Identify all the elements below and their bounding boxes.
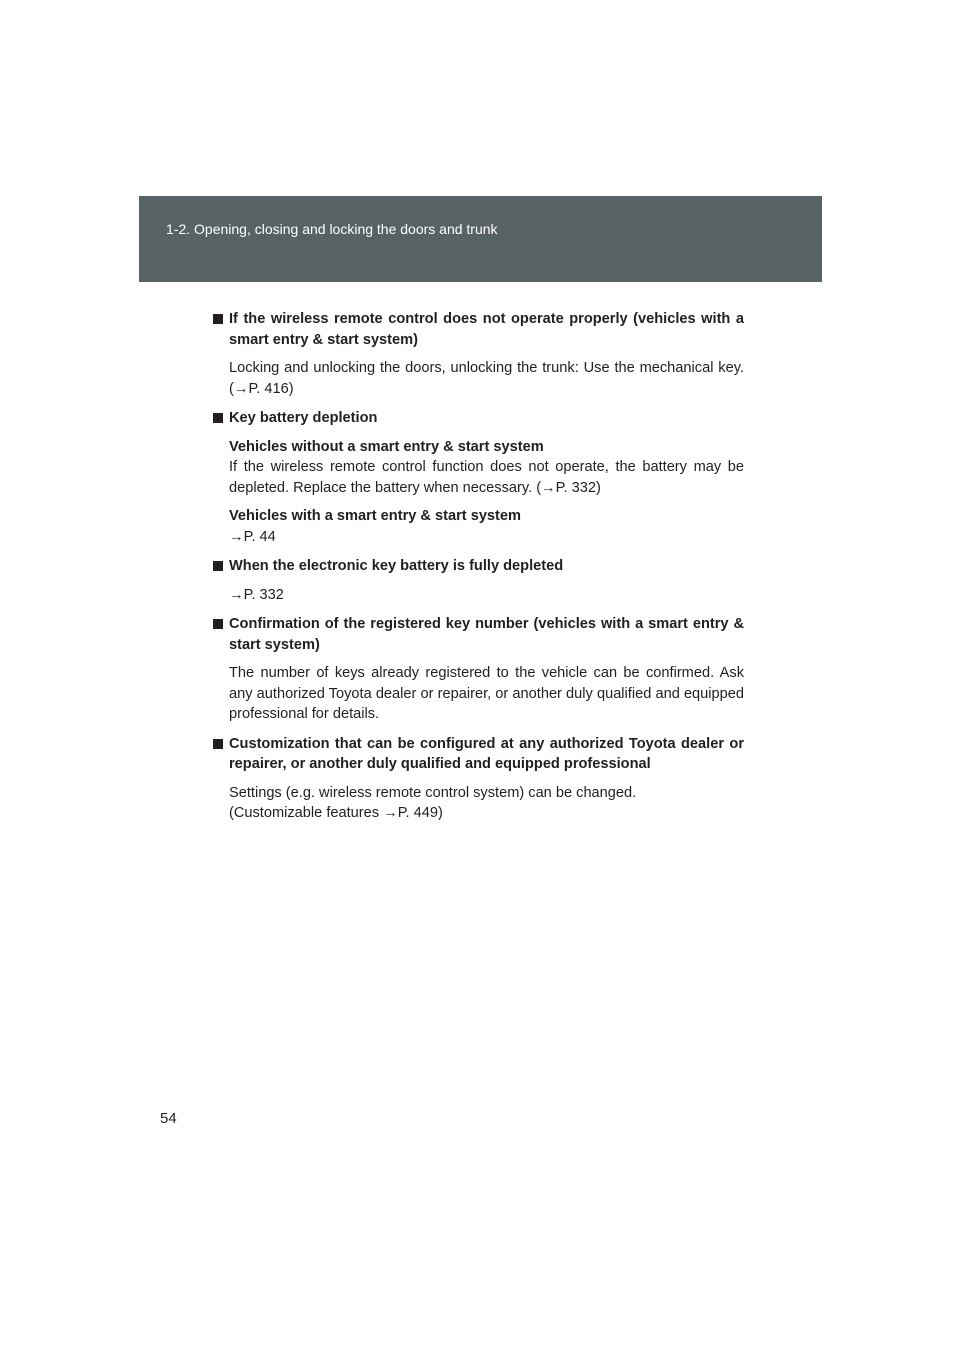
subheading-with-smart-entry: Vehicles with a smart entry & start system: [229, 508, 522, 524]
body-without-smart-entry: If the wireless remote control function does not operate, the battery may be depleted. Replace the battery when necessary. (→P. 332): [229, 459, 744, 496]
section-heading: Confirmation of the registered key number (vehicles with a smart entry & start system): [213, 614, 744, 655]
section-body: [213, 783, 744, 824]
section-body: The number of keys already registered to the vehicle can be confirmed. Ask any authorized Toyota dealer or repairer, or another duly qualified and equipped professional for details.: [229, 665, 744, 722]
section-body: →P. 332: [229, 586, 284, 603]
square-bullet-icon: [213, 561, 223, 571]
section-customization: [213, 734, 744, 824]
section-heading: If the wireless remote control does not operate properly (vehicles with a smart entry & start system): [213, 309, 744, 350]
section-electronic-key-depleted: [213, 556, 744, 605]
section-heading: Customization that can be configured at any authorized Toyota dealer or repairer, or another duly qualified and equipped professional: [213, 734, 744, 775]
section-registered-key-number: [213, 614, 744, 725]
square-bullet-icon: [213, 314, 223, 324]
section-key-battery-depletion: [213, 408, 744, 547]
section-remote-not-operating: [213, 309, 744, 399]
square-bullet-icon: [213, 739, 223, 749]
body-with-smart-entry: →P. 44: [229, 528, 276, 545]
section-heading: When the electronic key battery is fully depleted: [213, 556, 744, 577]
page-content: [213, 309, 744, 833]
body-line: Settings (e.g. wireless remote control system) can be changed.: [229, 784, 637, 801]
section-heading: Key battery depletion: [213, 408, 744, 429]
body-line: (Customizable features →P. 449): [229, 805, 443, 821]
page-number: 54: [160, 1110, 177, 1127]
section-title: 1-2. Opening, closing and locking the doors and trunk: [166, 221, 498, 237]
section-body: Locking and unlocking the doors, unlocking the trunk: Use the mechanical key. (→P. 416): [229, 360, 744, 397]
subheading-without-smart-entry: Vehicles without a smart entry & start system: [229, 438, 544, 455]
square-bullet-icon: [213, 619, 223, 629]
square-bullet-icon: [213, 413, 223, 423]
section-header-band: [139, 196, 822, 282]
